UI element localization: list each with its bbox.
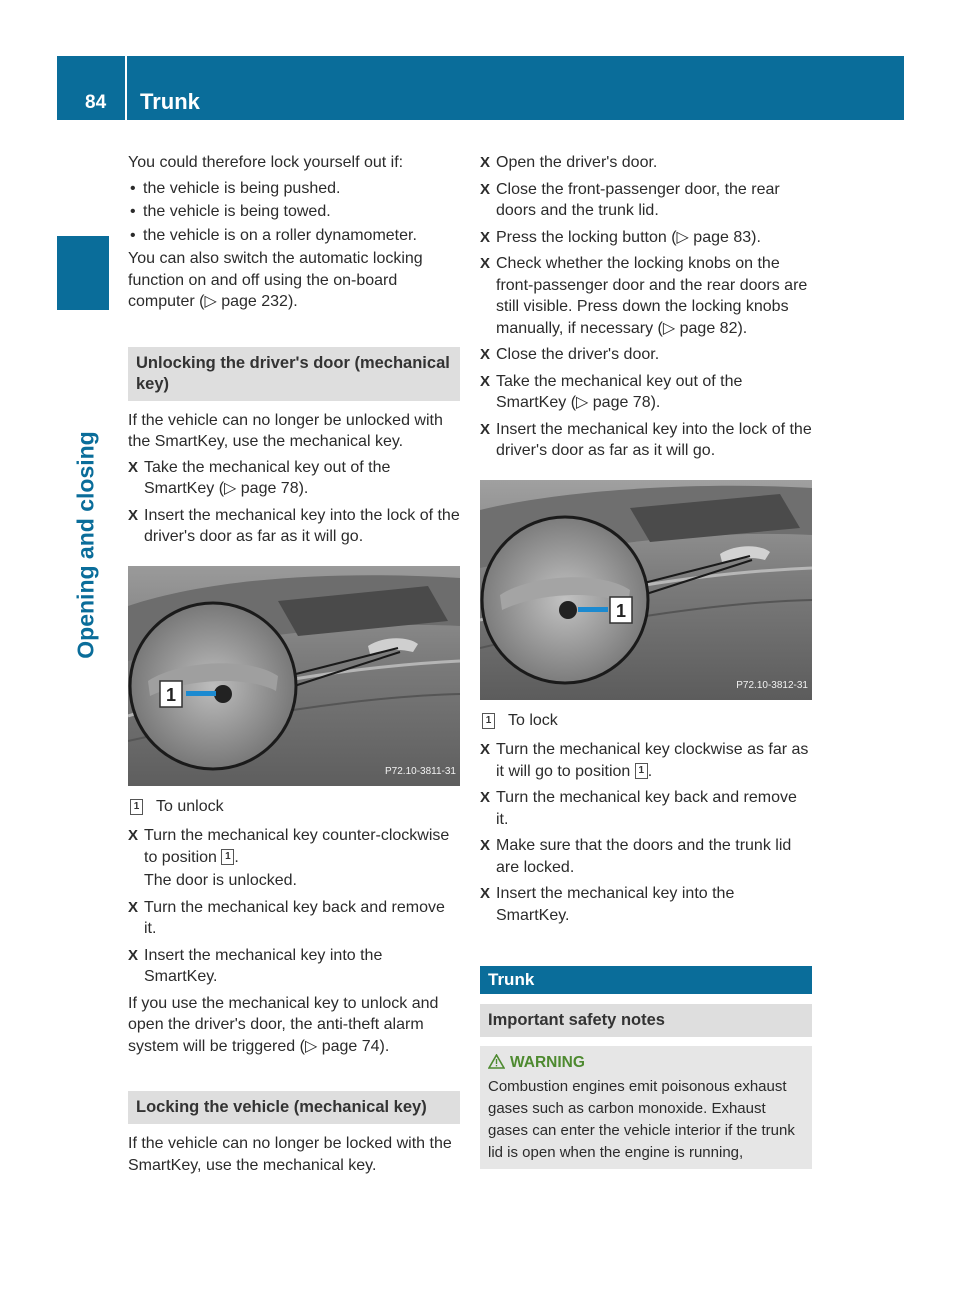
step-item (480, 179, 812, 222)
bullet-item: • the vehicle is on a roller dynamometer. (128, 225, 460, 247)
step-arrow-icon: X (480, 180, 491, 198)
step-text: Press the locking button (▷ page 83). (496, 228, 761, 246)
warning-triangle-icon (488, 1054, 505, 1069)
step-text: Check whether the locking knobs on the front-passenger door and the rear doors are still visible. Press down the locking knobs manually, if necessary (▷ page 82). (496, 255, 808, 337)
step-text: Take the mechanical key out of the SmartKey (▷ page 78). (144, 458, 391, 497)
step-text: Close the front-passenger door, the rear doors and the trunk lid. (496, 180, 780, 219)
step-arrow-icon: X (128, 458, 139, 476)
page-header (57, 56, 904, 120)
section-intro: If the vehicle can no longer be locked with the SmartKey, use the mechanical key. (128, 1135, 452, 1174)
bullet-item: • the vehicle is being pushed. (128, 178, 460, 200)
step-item (480, 227, 812, 249)
step-item (480, 419, 812, 462)
step-text: Insert the mechanical key into the SmartKey. (496, 885, 735, 924)
legend-text: To unlock (156, 797, 224, 815)
step-arrow-icon: X (128, 827, 139, 844)
bullet-item: • the vehicle is being towed. (128, 201, 460, 223)
step-item (480, 787, 812, 830)
step-text: Insert the mechanical key into the lock of the driver's door as far as it will go. (144, 506, 460, 545)
step-text: Turn the mechanical key back and remove it. (496, 789, 797, 828)
step-item: X Turn the mechanical key counter-clockwise to position 1 . The door is unlocked. (128, 825, 460, 892)
step-item (480, 253, 812, 339)
step-arrow-icon: X (480, 420, 491, 438)
step-text: Open the driver's door. (496, 154, 658, 171)
warning-title: WARNING (510, 1054, 585, 1071)
warning-text: Combustion engines emit poisonous exhaust gases such as carbon monoxide. Exhaust gases can enter the vehicle interior if the trunk lid is open when the engine is running, (488, 1078, 795, 1161)
position-number-icon: 1 (221, 849, 234, 865)
step-arrow-icon: X (128, 506, 139, 524)
step-arrow-icon: X (480, 789, 491, 806)
step-item (128, 897, 460, 940)
chapter-title: Opening and closing (72, 431, 99, 659)
page-number: 84 (85, 92, 107, 113)
step-arrow-icon: X (480, 885, 491, 902)
photo-code: P72.10-3812-31 (736, 680, 808, 691)
legend-text: To lock (508, 711, 558, 729)
step-item (480, 835, 812, 878)
step-arrow-icon: X (480, 154, 491, 171)
section-heading-trunk: Trunk (480, 966, 812, 994)
step-text: Make sure that the doors and the trunk lid are locked. (496, 837, 792, 876)
step-text: Take the mechanical key out of the SmartKey (▷ page 78). (496, 372, 743, 411)
step-item (128, 945, 460, 988)
section-heading-safety: Important safety notes (480, 1004, 812, 1037)
step-item: X Turn the mechanical key clockwise as far as it will go to position 1 . (480, 741, 809, 780)
door-lock-photo-unlock (128, 566, 460, 786)
step-result: The door is unlocked. (144, 872, 297, 889)
step-text: Turn the mechanical key clockwise as far as it will go to position (496, 741, 809, 780)
auto-lock-text: You can also switch the automatic locking function on and off using the on-board computer (▷ page 232). (128, 250, 423, 310)
photo-code: P72.10-3811-31 (385, 766, 456, 777)
step-arrow-icon: X (480, 255, 491, 272)
position-number-icon: 1 (482, 713, 495, 729)
step-text: Turn the mechanical key back and remove it. (144, 898, 445, 937)
warning-box (480, 1046, 812, 1169)
page-title: Trunk (140, 89, 200, 114)
step-arrow-icon: X (480, 372, 491, 390)
step-arrow-icon: X (480, 837, 491, 854)
svg-text:1: 1 (615, 600, 627, 621)
step-arrow-icon: X (480, 346, 491, 363)
position-number-icon: 1 (635, 763, 648, 779)
section-heading-locking: Locking the vehicle (mechanical key) (128, 1091, 460, 1124)
section-heading-unlocking: Unlocking the driver's door (mechanical key) (128, 347, 460, 401)
legend-item (128, 796, 460, 818)
legend-item (480, 710, 812, 732)
step-text: Insert the mechanical key into the SmartKey. (144, 946, 383, 985)
header-divider (125, 56, 127, 120)
step-text: Close the driver's door. (496, 346, 660, 363)
intro-text: You could therefore lock yourself out if: (128, 154, 404, 171)
step-text: Insert the mechanical key into the lock of the driver's door as far as it will go. (496, 420, 812, 459)
step-arrow-icon: X (128, 898, 139, 916)
step-arrow-icon: X (128, 946, 139, 964)
step-item (480, 344, 812, 366)
step-arrow-icon: X (480, 228, 491, 246)
step-text: Turn the mechanical key counter-clockwise to position (144, 827, 450, 866)
step-arrow-icon: X (480, 741, 491, 758)
door-lock-photo-lock (480, 480, 812, 700)
svg-text:1: 1 (165, 684, 177, 705)
section-intro: If the vehicle can no longer be unlocked with the SmartKey, use the mechanical key. (128, 411, 443, 450)
chapter-tab (57, 236, 109, 310)
alarm-text: If you use the mechanical key to unlock and open the driver's door, the anti-theft alarm system will be triggered (▷ page 74). (128, 994, 439, 1055)
right-column (480, 152, 812, 1169)
step-item (480, 371, 812, 414)
step-item (480, 883, 812, 926)
step-item (128, 505, 460, 548)
warning-header (488, 1052, 804, 1074)
left-column (128, 152, 460, 1180)
step-item (480, 152, 812, 174)
step-item (128, 457, 460, 500)
position-number-icon: 1 (130, 799, 143, 815)
